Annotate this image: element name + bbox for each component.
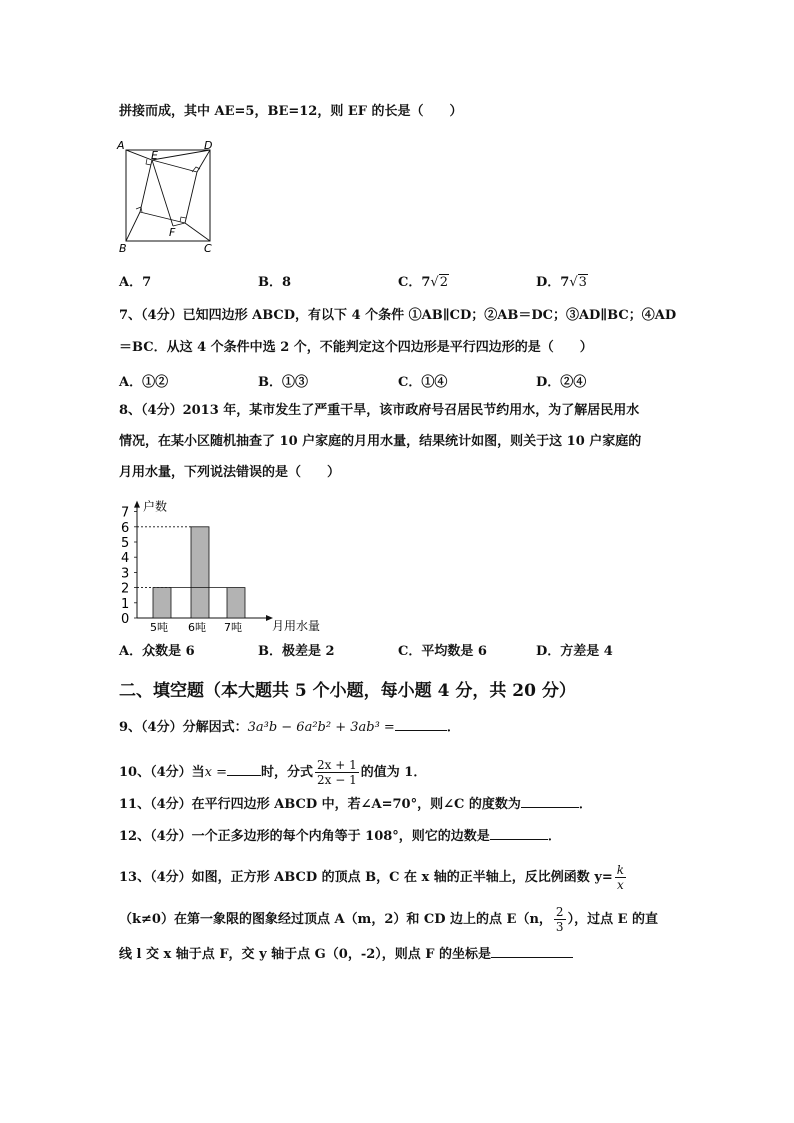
x-tick-label: 5吨 [150, 621, 168, 634]
q7-option-a[interactable] [119, 371, 168, 390]
y-tick-label: 7 [121, 505, 130, 521]
label-F: F [169, 226, 176, 239]
q10-suffix: 的值为 1． [360, 765, 427, 780]
numerator: 2 [555, 905, 564, 919]
q8-option-c[interactable] [398, 640, 487, 659]
option-key: C． [398, 375, 422, 390]
q9 [119, 718, 460, 737]
q10-variable: x = [204, 765, 227, 780]
q9-expression: 3a³b − 6a²b² + 3ab³ = [247, 720, 395, 735]
y-tick-label: 2 [121, 581, 130, 597]
q13-line1-text: 13、（4分）如图，正方形 ABCD 的顶点 B，C 在 x 轴的正半轴上，反比例函数 y= [119, 870, 613, 885]
option-key: B． [258, 375, 282, 390]
q7-option-b[interactable] [258, 371, 308, 390]
numerator: k [616, 863, 625, 877]
option-text: 8 [282, 275, 292, 290]
q6-square-figure [116, 136, 226, 256]
y-axis-label: 户数 [143, 499, 168, 514]
q11-suffix: ． [578, 797, 592, 812]
option-text: ①③ [282, 375, 309, 390]
q6-option-d[interactable]: D．7√3 [536, 275, 587, 290]
y-tick-label: 3 [121, 566, 130, 582]
q10-fraction [315, 758, 359, 787]
option-key: D． [536, 644, 561, 659]
q13-line3-text: 线 l 交 x 轴于点 F，交 y 轴于点 G（0，-2），则点 F 的坐标是 [119, 947, 492, 962]
y-tick-label: 0 [121, 612, 130, 627]
bar [191, 527, 209, 618]
q13-line2 [119, 905, 658, 934]
option-text: 7 [560, 275, 570, 290]
option-text: 7 [142, 275, 152, 290]
bar [153, 588, 171, 618]
q11-text: 11、（4分）在平行四边形 ABCD 中，若∠A=70°，则∠C 的度数为 [119, 797, 521, 812]
q7-line1: 7、（4分）已知四边形 ABCD，有以下 4 个条件 ①AB∥CD；②AB＝DC；③AD∥BC；④AD [119, 308, 677, 323]
option-text: ①② [142, 375, 169, 390]
denominator: 3 [555, 920, 564, 934]
q7-option-c[interactable] [398, 371, 447, 390]
q12 [119, 827, 561, 846]
numerator: 2x + 1 [317, 758, 357, 772]
option-text: ②④ [560, 375, 587, 390]
option-text: 7 [421, 275, 431, 290]
q8-option-b[interactable] [258, 640, 335, 659]
label-E: E [151, 149, 158, 162]
option-key: B． [258, 644, 282, 659]
label-C: C [204, 242, 212, 255]
option-text: 极差是 2 [282, 644, 335, 659]
water-usage-bar-chart [110, 484, 360, 636]
q11 [119, 795, 592, 814]
q6-option-b[interactable] [258, 271, 291, 290]
q6-stem: 拼接而成，其中 AE=5，BE=12，则 EF 的长是（ ） [119, 104, 463, 119]
option-key: A． [119, 375, 143, 390]
q10-prefix: 10、（4分）当 [119, 765, 205, 780]
section-title: 二、填空题（本大题共 5 个小题，每小题 4 分，共 20 分） [119, 681, 576, 701]
q9-answer-blank[interactable] [395, 718, 447, 731]
option-key: D． [536, 375, 561, 390]
q12-suffix: ． [547, 829, 561, 844]
bar [227, 588, 245, 618]
label-D: D [204, 139, 213, 152]
q13-line1 [119, 863, 628, 892]
option-key: B． [258, 275, 282, 290]
q12-answer-blank[interactable] [490, 827, 548, 840]
radicand: 3 [578, 275, 587, 290]
radicand: 2 [439, 275, 448, 290]
option-key: D． [536, 275, 561, 290]
q12-text: 12、（4分）一个正多边形的每个内角等于 108°，则它的边数是 [119, 829, 490, 844]
q13-line2-a: （k≠0）在第一象限的图象经过顶点 A（m，2）和 CD 边上的点 E（n， [119, 912, 552, 927]
q8-option-a[interactable] [119, 640, 195, 659]
q7-line2: ＝BC．从这 4 个条件中选 2 个，不能判定这个四边形是平行四边形的是（ ） [119, 340, 593, 355]
option-key: C． [398, 275, 422, 290]
q13-fraction-two-thirds [554, 905, 566, 934]
q8-line2: 情况，在某小区随机抽查了 10 户家庭的月用水量，结果统计如图，则关于这 10 户家庭的 [119, 434, 642, 449]
q13-answer-blank[interactable] [491, 945, 573, 958]
y-tick-label: 1 [121, 596, 130, 612]
option-text: 方差是 4 [560, 644, 613, 659]
denominator: 2x − 1 [317, 773, 357, 787]
option-text: 平均数是 6 [421, 644, 487, 659]
x-tick-label: 7吨 [224, 621, 242, 634]
y-tick-label: 5 [121, 536, 130, 551]
denominator: x [617, 878, 624, 892]
y-axis-arrow [134, 501, 140, 508]
q9-prefix: 9、（4分）分解因式： [119, 720, 248, 735]
q10-mid: 时，分式 [261, 765, 314, 780]
option-text: 众数是 6 [142, 644, 195, 659]
q10-answer-blank[interactable] [227, 763, 261, 776]
q10 [119, 758, 426, 787]
q6-option-c[interactable]: C．7√2 [398, 275, 448, 290]
q8-option-d[interactable] [536, 640, 613, 659]
q13-fraction-k-over-x [615, 863, 626, 892]
x-tick-label: 6吨 [188, 621, 206, 634]
option-key: A． [119, 275, 143, 290]
y-tick-label: 4 [121, 551, 130, 567]
q13-line3 [119, 945, 573, 964]
option-key: C． [398, 644, 422, 659]
q9-suffix: ． [446, 720, 460, 735]
option-text: ①④ [421, 375, 448, 390]
q6-option-a[interactable] [119, 271, 151, 290]
q13-line2-b: ），过点 E 的直 [567, 912, 659, 927]
y-tick-label: 6 [121, 520, 130, 536]
q11-answer-blank[interactable] [521, 795, 579, 808]
q7-option-d[interactable] [536, 371, 586, 390]
option-key: A． [119, 644, 143, 659]
x-axis-label: 月用水量 [272, 619, 321, 633]
q8-line1: 8、（4分）2013 年，某市发生了严重干旱，该市政府号召居民节约用水，为了解居民用水 [119, 403, 640, 418]
label-B: B [119, 242, 127, 255]
q8-line3: 月用水量，下列说法错误的是（ ） [119, 465, 341, 480]
label-A: A [117, 139, 125, 152]
